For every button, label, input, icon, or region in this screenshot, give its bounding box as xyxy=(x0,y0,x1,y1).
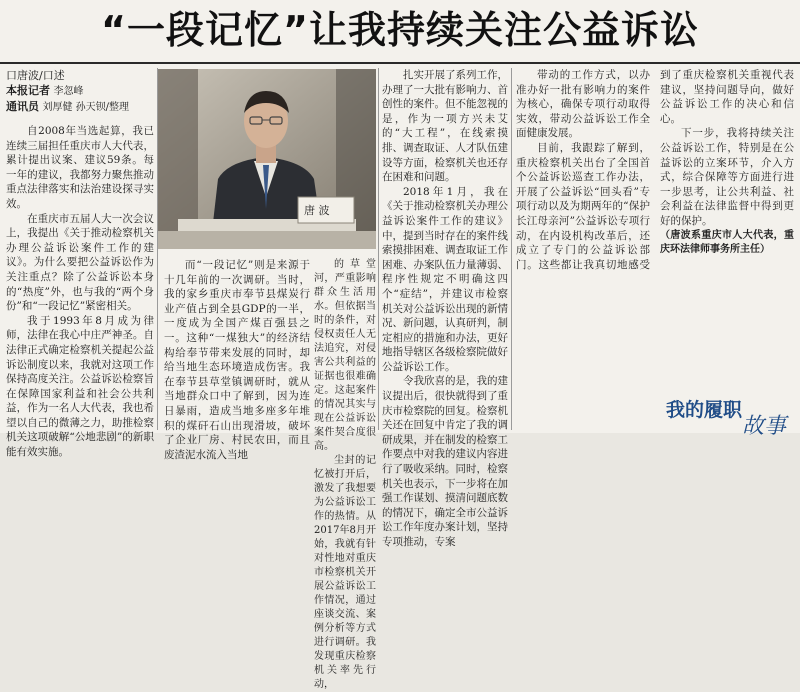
col4-paragraph: 2018年1月，我在《关于推动检察机关办理公益诉讼案件工作的建议》中，提到当时存在的案件线索摸排困难、调查取证工作困难、办案队伍力量薄弱、程序性规定不明确这四个“症结”，并建议市检察机关对公益诉讼出现的新情况、新问题，认真研判，制定相应的措施和办法，更好地指导辖区各级检察院做好公益诉讼工作。 xyxy=(382,185,508,373)
col1-paragraph: 在重庆市五届人大一次会议上，我提出《关于推动检察机关办理公益诉讼案件工作的建议》。为什么要把公益诉讼作为关注重点？除了公益诉讼本身的“热度”外，也与我的“两个身份”和“一段记忆”紧密相关。 xyxy=(6,212,154,313)
col4-paragraph: 令我欣喜的是，我的建议提出后，很快就得到了重庆市检察院的回复。检察机关还在回复中肯定了我的调研成果，并在制发的检察工作要点中对我的建议内容进行了吸收采纳。同时，检察机关也表示，下一步将在加强工作谋划、摸清问题底数的情况下，确定全市公益诉讼工作年度办案计划，坚持专项推动，专案 xyxy=(382,375,508,548)
article-column-1 xyxy=(6,124,154,459)
article-column-3 xyxy=(314,258,376,690)
byline xyxy=(6,68,156,115)
column-divider xyxy=(378,68,379,430)
col4-paragraph: 扎实开展了系列工作，办理了一大批有影响力、首创性的案件。但不能忽视的是，作为一项方兴未艾的“大工程”，在线索摸排、调查取证、人才队伍建设等方面，检察机关也还存在困难和问题。 xyxy=(382,69,508,184)
col3-paragraph: 尘封的记忆被打开后，激发了我想要为公益诉讼工作的热情。从2017年8月开始，我就有针对性地对重庆市检察机关开展公益诉讼工作情况，通过座谈交流、案例分析等方式进行调研。我发现重庆检察机关率先行动， xyxy=(314,455,376,690)
byline-narrator: 口唐波/口述 xyxy=(6,69,65,82)
col5-paragraph: 目前，我跟踪了解到，重庆检察机关出台了全国首个公益诉讼巡查工作办法，开展了公益诉讼“回头看”专项行动以及为期两年的“保护长江母亲河”公益诉讼专项行动，在内设机构改革后，还成立了专门的公益诉讼部门。这些都让我真切地感受到了重庆检察机关重视代表建议，坚持问题导向，做好公益诉讼工作的决心和信心。 xyxy=(516,69,794,271)
column-logo-title: 我的履职 xyxy=(666,399,743,421)
author-signature: （唐波系重庆市人大代表，重庆环法律师事务所主任） xyxy=(660,229,794,256)
byline-reporter-role: 本报记者 xyxy=(6,84,50,97)
byline-correspondent-role: 通讯员 xyxy=(6,100,39,113)
byline-correspondent-line xyxy=(6,99,156,115)
article-column-5 xyxy=(516,68,794,390)
byline-correspondent-names: 刘厚健 孙天钡/整理 xyxy=(42,102,130,113)
header-divider xyxy=(0,62,800,64)
article-paragraph-2: 而“一段记忆”则是来源于十几年前的一次调研。当时，我的家乡重庆市奉节县煤炭行业产值占到全县GDP的一半，一度成为全国产煤百强县之一。这种“一煤独大”的经济结构给奉节带来发展的同时，却给当地生态环境造成伤害。我在奉节县草堂镇调研时，就从当地群众口中了解到，因为连日暴雨，造成当地多座多年堆积的煤矸石山出现滑坡，破坏了企业厂房、村民农田，而且废渣泥水流入当地 xyxy=(164,259,310,461)
column-logo xyxy=(646,393,800,439)
col5-paragraph: 带动的工作方式，以办准办好一批有影响力的案件为核心，确保专项行动取得实效，带动公益诉讼工作全面健康发展。 xyxy=(516,69,650,140)
col3-paragraph: 的草堂河，严重影响群众生活用水。但依据当时的条件，对侵权责任人无法追究，对侵害公共利益的证据也很难确定。这起案件的情况其实与现在公益诉讼案件契合度很高。 xyxy=(314,259,376,452)
col1-paragraph: 我于1993年8月成为律师，法律在我心中庄严神圣。自法律正式确定检察机关提起公益诉讼制度以来，我就对这项工作保持高度关注。公益诉讼检察旨在保障国家利益和社会公共利益，作为一名人大代表，我也希望以自己的微薄之力，助推检察机关这项破解“公地悲剧”的新职能有效实施。 xyxy=(6,314,154,459)
byline-reporter-line xyxy=(6,83,156,99)
byline-reporter-name: 李忽峰 xyxy=(53,86,84,97)
portrait-image xyxy=(158,69,376,249)
author-photo xyxy=(158,69,376,249)
column-logo-subtitle: 故事 xyxy=(742,414,787,439)
column-divider xyxy=(511,68,512,430)
photo-nameplate: 唐 波 xyxy=(304,204,330,217)
col5-paragraph: 下一步，我将持续关注公益诉讼工作，特别是在公益诉讼的立案环节，介入方式，综合保障等方面进行进一步思考，让公共利益、社会利益在法律监督中得到更好的保护。 xyxy=(660,127,794,227)
article-column-4 xyxy=(382,68,508,548)
col1-paragraph: 自2008年当选起算，我已连续三届担任重庆市人大代表，累计提出议案、建议59条。每一年的建议，我都努力聚焦推动重点法律落实和法治建设探寻实效。 xyxy=(6,125,154,210)
article-headline: “一段记忆”让我持续关注公益诉讼 xyxy=(101,8,699,52)
